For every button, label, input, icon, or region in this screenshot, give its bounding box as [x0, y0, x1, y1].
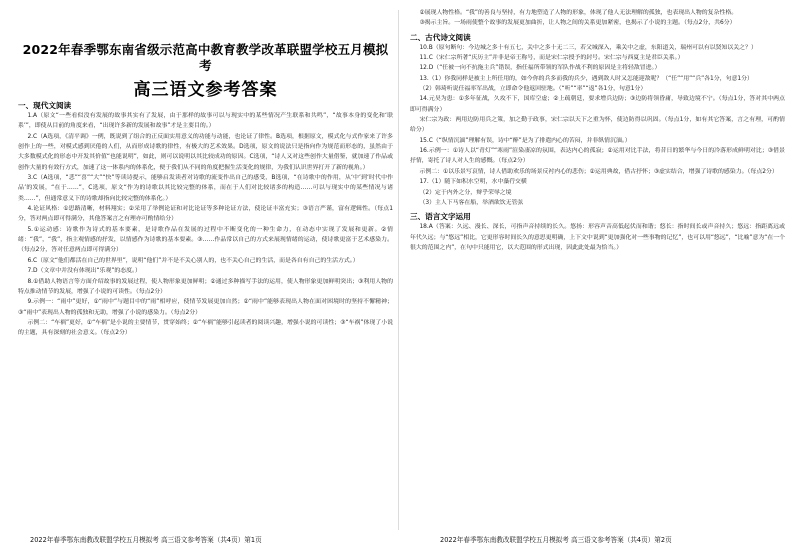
answer-continued-1: ②展现人物性格。“我”的善良与坚持，有力地塑造了人物的形象，体现了他人无法理解的孤独，也表现出人物的复杂性格。 — [419, 10, 738, 16]
answer-16-example-1: 16.示例一：①诗人以“青灯”“寒雨”渲染凄凉的氛围，表达内心的孤寂；②运用对比手法，将昔日的繁华与今日的冷落形成鲜明对比；③借景抒情，寄托了诗人对人生的感慨。（每点2分） — [410, 148, 785, 165]
answer-16-example-2: 示例二：①以乐景写哀情，诗人借助欢乐的场景反衬内心的悲伤；②运用典故，借古抒怀；③虚实结合，增强了诗歌的感染力。（每点2分） — [419, 168, 778, 175]
doc-title: 高三语文参考答案 — [133, 80, 278, 100]
answer-2: 2.C（A选项，《清平调》一例，既说到了组合的正反面实用意义的功能与动能，也论证了律性。B选项，根据原文，模式化与式作家来了许多创作上的一些，对模式感到厌倦的人们，从而形成诗歌的律性，有极大的艺术效果。D选项，原文的说法只是指向作为规范而形态的，虽然由于大多数模式化的形态中开发其价值“也能说明”，如此，则可以说明以其比较成功的原因。C选项，“诗人又对这些创作大量借鉴，就加速了作品或创作大量的有效行方式，加速了这一体系内的体系化，便于我们从不同的角度把握生活变化的规律，为我们认识世界打开了新的视角。） — [18, 133, 393, 171]
answer-10: 10.B（原句断句：今边城之多十有五七，关中之多十无二三，若父城深入，乘关中之虚，东阳道关，瑞州可以有以贤知以关之？） — [419, 44, 757, 51]
answer-8: 8.①借助人物语言等方面介绍故事的发展过程，使人物形象更加鲜明；②通过多种描写手法的运用，使人物形象更加鲜明突出；③利用人物的特点推动情节的发展，增强了小说的可读性。（每点2分） — [18, 278, 393, 295]
answer-6: 6.C（原文“他们都活在自己的世界里”，说明“他们”并不是不关心别人的，也不关心自己的生活，而是各自有自己的生活方式。） — [27, 257, 359, 264]
section-heading-1: 一、现代文阅读 — [18, 101, 72, 110]
answer-12: 12.D（“任被一向不抗拖主兵”错误，指任福所带领的军队作战不利的原因是主将轻敌冒进。） — [419, 65, 661, 72]
section-heading-3: 三、语言文字运用 — [410, 212, 471, 222]
answer-5: 5.①运动感：诗歌作为诗式的基本要素，是诗歌作品在发展的过程中不断变化的一种生命力，在动态中实现了发展和更新。②情绪：“我”，“我”，指主观情感的抒发，以情感作为诗歌的基本要素。③……作品常以自己的方式来展现情绪的运动，使诗歌更富于艺术感染力。（每点2分，答对任意两点即可得满分） — [18, 226, 393, 254]
answer-14-b: 宋仁宗为政：两用边防用兵之策，加之勤于政事，宋仁宗以天下之重为怀，使边防得以巩固。（每点1分，如有其它答案，言之有理，可酌情给分） — [410, 117, 785, 134]
left-column — [18, 0, 393, 550]
answer-13-2: （2）韩琦听说任福率军出战，立即命令他返回驻地。（“听”“率”“返”各1分，句意1分） — [419, 86, 647, 93]
right-column — [410, 0, 785, 550]
answer-1: 1.A（原文“一些看似没有发展的故事其实有了发展，由于那样的故事可以与现实中的某些情况产生联系和共鸣”，“故事本身的变化和‘联系’”，即使从目前的角度来看，“出现许多新的发展和故事”才是主要目的。） — [18, 113, 393, 130]
answer-9-example-1: 9.示例一：“雨中”更好，①“雨中”与题目中的“雨”相呼应，使情节发展更加自然；②“雨中”能够表现出人物在面对困境时的坚持不懈精神；③“雨中”表现出人物的孤独和无助，增强了小说的感染力。（每点2分） — [18, 299, 393, 316]
footer-right: 2022年春季鄂东南教改联盟学校五月模拟考 高三语文参考答案（共4页）第2页 — [440, 536, 672, 544]
answer-18: 18.A（答案：久远、漫长、深长，可指声音持续的长久。悠扬：形容声音高低起伏而和谐；悠长：指时间长或声音持久；悠远：指距离远或年代久远；与“悠远”相比，它更形容时间长久的意思更明确，上下文中说到“更加强化对一些事物的记忆”，也可以用“悠远”，“比喻”意为“在一个很大的范围之内”，在句中只能用它，以大范围的形式出现，因此此处最为恰当。） — [410, 224, 785, 251]
answer-9-example-2: 示例二：“车祸”更好，①“车祸”是小说的主要情节，贯穿始终；②“车祸”能够引起读者的阅读兴趣，增强小说的可读性；③“车祸”体现了小说的主题，具有深刻的社会意义。（每点2分） — [18, 319, 393, 337]
answer-11: 11.C（宋仁宗所著“庆历主”并非是帝王称号，而是宋仁宗授予的封号。宋仁宗与西夏主是君臣关系。） — [419, 55, 684, 62]
answer-continued-2: ③揭示主旨。一场雨使整个故事的发展更加曲折，让人物之间的关系更加紧密，也揭示了小说的主题。（每点2分，共6分） — [419, 20, 736, 27]
answer-7: 7.D（文章中并没有体现出“乐观”的态度。） — [27, 268, 141, 275]
section-heading-2: 二、古代诗文阅读 — [410, 32, 471, 42]
answer-17-1: 17.（1）随下如积水空明，水中藻荇交横 — [419, 179, 527, 186]
answer-14-a: 14.元昊为患：①多年征战，久攻不下，国库空虚；②上疏朝廷，要求增兵边防；③边防将领昏庸，导致边境不宁。（每点1分，答对其中两点即可得满分） — [410, 96, 785, 113]
footer-left: 2022年春季鄂东南教改联盟学校五月模拟考 高三语文参考答案（共4页）第1页 — [30, 536, 262, 544]
answer-17-3: （3）主人下马客在船，举酒欲饮无管弦 — [419, 199, 524, 206]
answer-17-2: （2）定于内外之分，辩乎荣辱之境 — [419, 189, 512, 196]
exam-title: 2022年春季鄂东南省级示范高中教育教学改革联盟学校五月模拟考 — [22, 42, 389, 73]
answer-15: 15.C（“纵情沉湎”理解有误，诗中“醉”是为了排遣内心的苦闷，并非纵情沉湎。） — [419, 137, 631, 144]
answer-3: 3.C（A选项，“悲”“喜”“大”“快”等读诗提示，能够启发读者对诗歌的流变作出自己的感受，B选项，“在诗歌中的作用，从‘中’到‘时代中作品’的发展，“在于……”，C选项，原文“作为的诗歌以其比较完整的体系，而在于人们对比较诸多的构造……可以与现实中的某些情况与诸类……”，但通常意义下的诗歌却指向比较完整的体系化。） — [18, 175, 393, 202]
answer-13-1: 13.（1）你我同样是被主上所任用的，如今你的兵多而我的兵少，遇到敌人时又怎能迎敌呢？（“任”“用”“兵”各1分，句意1分） — [419, 75, 753, 82]
answer-4: 4.论证风格：①思路清晰，材料翔实；②采用了举例论证和对比论证等多种论证方法，使论证丰富充实；③语言严谨，富有逻辑性。（每点1分，答对两点即可得满分，其他答案言之有理亦可酌情给分） — [18, 206, 393, 223]
column-divider — [398, 10, 399, 530]
